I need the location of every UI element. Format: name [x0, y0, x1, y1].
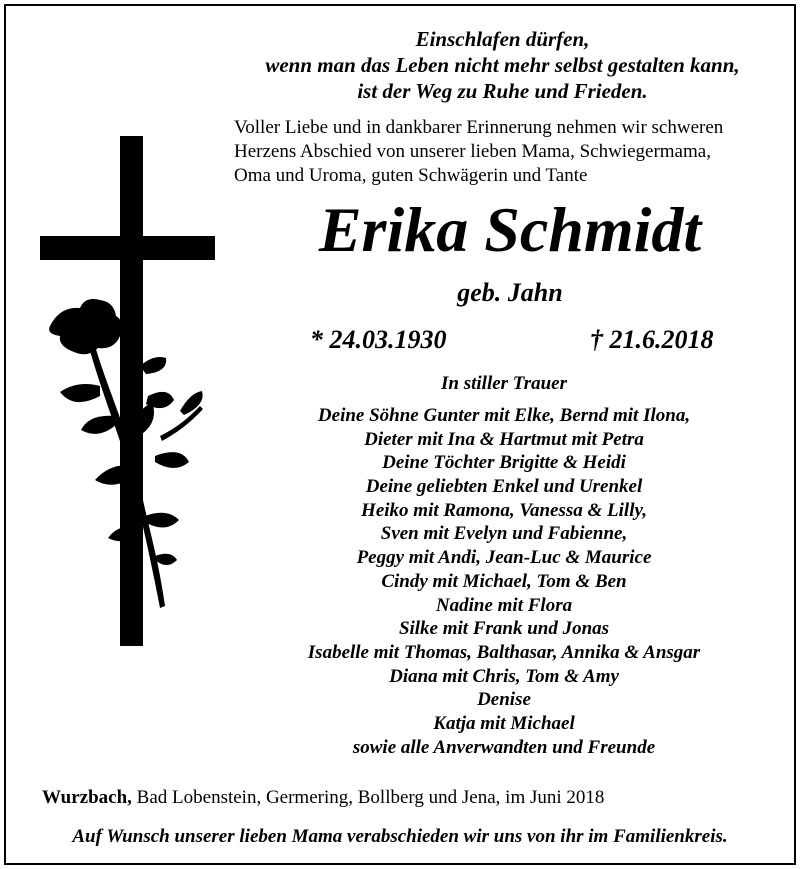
- birth-date: * 24.03.1930: [310, 325, 447, 354]
- mourner-line: Deine Töchter Brigitte & Heidi: [382, 452, 626, 474]
- cross-icon: [40, 136, 215, 646]
- mourners-list: [234, 404, 774, 759]
- intro-text: [234, 116, 774, 188]
- mourner-line: Isabelle mit Thomas, Balthasar, Annika & Ansgar: [307, 641, 701, 663]
- mourner-line: Peggy mit Andi, Jean-Luc & Maurice: [356, 547, 652, 569]
- mourning-heading: In stiller Trauer: [441, 373, 567, 394]
- motto-line: wenn man das Leben nicht mehr selbst gestalten kann,: [265, 53, 740, 77]
- maiden-name: geb. Jahn: [457, 278, 563, 307]
- place-rest: Bad Lobenstein, Germering, Bollberg und Jena, im Juni 2018: [131, 787, 605, 808]
- motto-line: Einschlafen dürfen,: [415, 27, 590, 51]
- family-wish: Auf Wunsch unserer lieben Mama verabschieden wir uns von ihr im Familienkreis.: [72, 826, 728, 847]
- mourner-line: sowie alle Anverwandten und Freunde: [352, 736, 656, 758]
- mourner-line: Heiko mit Ramona, Vanessa & Lilly,: [361, 499, 647, 521]
- motto: [230, 26, 775, 104]
- mourner-line: Dieter mit Ina & Hartmut mit Petra: [364, 428, 644, 450]
- mourner-line: Katja mit Michael: [433, 712, 575, 734]
- mourner-line: Nadine mit Flora: [435, 594, 573, 616]
- mourner-line: Cindy mit Michael, Tom & Ben: [381, 570, 627, 592]
- intro-line: Voller Liebe und in dankbarer Erinnerung nehmen wir schweren: [234, 117, 724, 138]
- place-bold: Wurzbach,: [42, 787, 132, 808]
- mourner-line: Denise: [477, 689, 531, 711]
- intro-line: Oma und Uroma, guten Schwägerin und Tante: [234, 165, 588, 186]
- mourner-line: Deine Söhne Gunter mit Elke, Bernd mit Ilona,: [317, 405, 691, 426]
- mourner-line: Silke mit Frank und Jonas: [398, 618, 610, 640]
- motto-line: ist der Weg zu Ruhe und Frieden.: [357, 79, 648, 103]
- death-date: † 21.6.2018: [590, 325, 714, 354]
- mourner-line: Deine geliebten Enkel und Urenkel: [365, 476, 643, 498]
- intro-line: Herzens Abschied von unserer lieben Mama, Schwiegermama,: [234, 141, 711, 162]
- deceased-name: Erika Schmidt: [318, 194, 702, 265]
- place-date-line: [42, 786, 604, 810]
- mourner-line: Sven mit Evelyn und Fabienne,: [380, 523, 628, 545]
- mourner-line: Diana mit Chris, Tom & Amy: [389, 665, 619, 687]
